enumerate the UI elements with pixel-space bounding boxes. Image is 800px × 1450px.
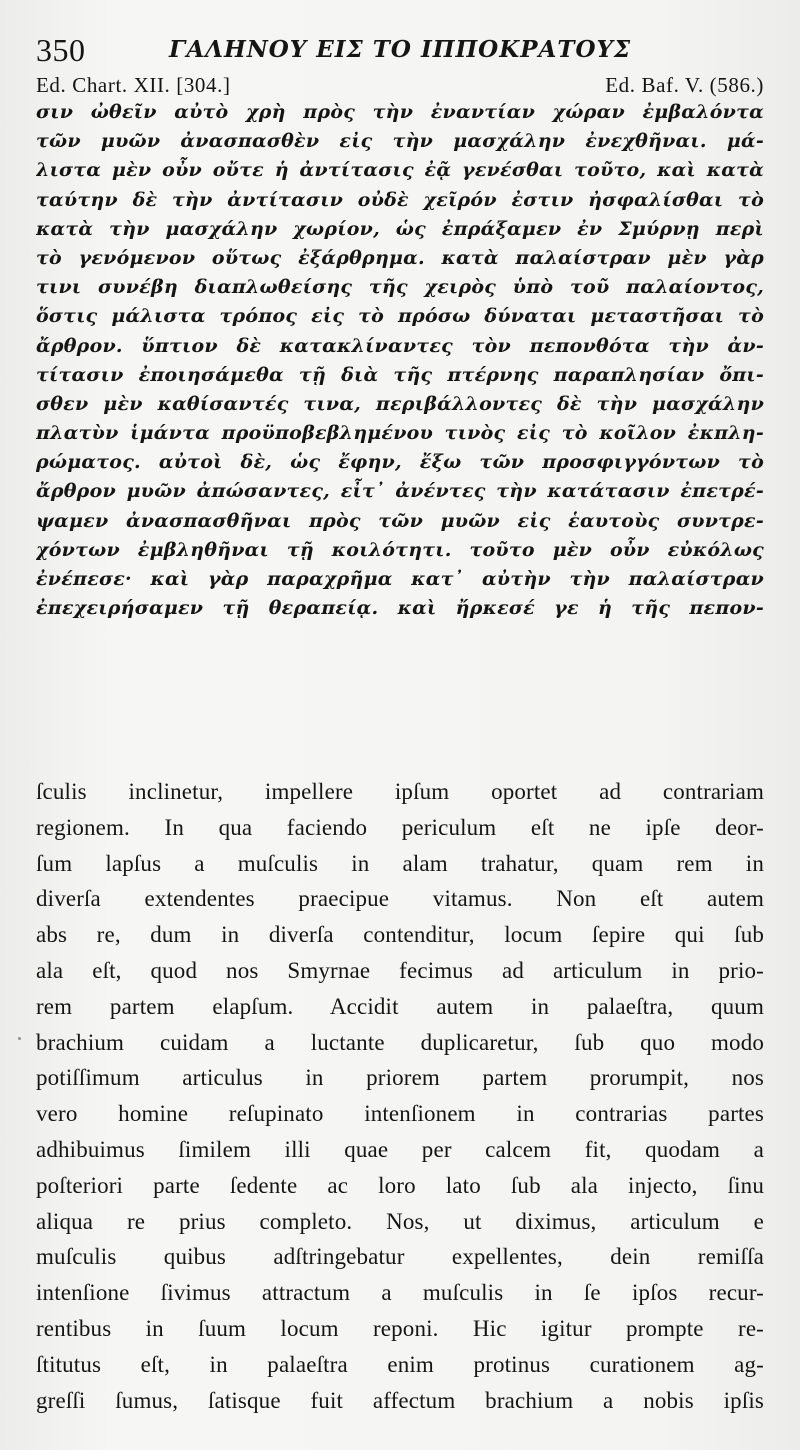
- greek-line: χόντων ἐμβληθῆναι τῇ κοιλότητι. τοῦτο μὲν οὖν εὐκόλως: [36, 538, 764, 561]
- running-head: ΓΑΛΗΝΟΥ ΕΙΣ ΤΟ ΙΠΠΟΚΡΑΤΟΥΣ: [169, 36, 632, 63]
- greek-line: σιν ὠθεῖν αὐτὸ χρὴ πρὸς τὴν ἐναντίαν χώραν ἐμβαλόντα: [36, 101, 764, 123]
- greek-line: ἄρθρον μυῶν ἀπώσαντες, εἶτ᾽ ἀνέντες τὴν κατάτασιν ἐπετρέ-: [36, 480, 764, 503]
- latin-line: ſtitutus eſt, in palaeſtra enim protinus curationem ag-: [36, 1351, 764, 1377]
- edition-reference-line: [36, 70, 764, 100]
- latin-line: muſculis quibus adſtringebatur expellentes, dein remiſſa: [36, 1244, 764, 1270]
- greek-line: ρώματος. αὐτοὶ δὲ, ὡς ἔφην, ἔξω τῶν προσφιγγόντων τὸ: [36, 451, 764, 474]
- greek-line: πλατὺν ἱμάντα προϋποβεβλημένου τινὸς εἰς τὸ κοῖλον ἐκπλη-: [36, 422, 764, 445]
- edition-reference-right: Ed. Baf. V. (586.): [605, 73, 764, 97]
- greek-line: τὸ γενόμενον οὕτως ἐξάρθρημα. κατὰ παλαίστραν μὲν γὰρ: [36, 246, 764, 269]
- greek-line: σθεν μὲν καθίσαντές τινα, περιβάλλοντες δὲ τὴν μασχάλην: [36, 392, 764, 415]
- latin-line: rentibus in ſuum locum reponi. Hic igitur prompte re-: [36, 1315, 764, 1341]
- greek-line: τῶν μυῶν ἀνασπασθὲν εἰς τὴν μασχάλην ἐνεχθῆναι. μά-: [36, 130, 764, 153]
- latin-line: vero homine reſupinato intenſionem in contrarias partes: [36, 1101, 764, 1127]
- latin-line: ala eſt, quod nos Smyrnae fecimus ad articulum in prio-: [36, 957, 764, 983]
- latin-line: brachium cuidam a luctante duplicaretur, ſub quo modo: [36, 1029, 764, 1055]
- greek-line: ταύτην δὲ τὴν ἀντίτασιν οὐδὲ χεῖρόν ἐστιν ἠσφαλίσθαι τὸ: [36, 188, 764, 211]
- greek-line: τινι συνέβη διαπλωθείσης τῆς χειρὸς ὑπὸ τοῦ παλαίοντος,: [36, 276, 764, 299]
- latin-line: poſteriori parte ſedente ac loro lato ſub ala injecto, ſinu: [36, 1172, 764, 1198]
- latin-line: aliqua re prius completo. Nos, ut diximus, articulum e: [36, 1208, 764, 1234]
- latin-line: ſum lapſus a muſculis in alam trahatur, quam rem in: [36, 850, 764, 876]
- page-number: 350: [36, 32, 86, 68]
- latin-line: diverſa extendentes praecipue vitamus. Non eſt autem: [36, 886, 764, 912]
- latin-line: ſculis inclinetur, impellere ipſum oportet ad contrariam: [36, 779, 764, 804]
- greek-line: ὅστις μάλιστα τρόπος εἰς τὸ πρόσω δύναται μεταστῆσαι τὸ: [36, 305, 764, 328]
- latin-line: adhibuimus ſimilem illi quae per calcem fit, quodam a: [36, 1136, 764, 1162]
- greek-text-block: [36, 98, 764, 623]
- greek-line: λιστα μὲν οὖν οὔτε ἡ ἀντίτασις ἐᾷ γενέσθαι τοῦτο, καὶ κατὰ: [36, 159, 764, 182]
- edition-reference-left: Ed. Chart. XII. [304.]: [36, 73, 231, 97]
- latin-line: regionem. In qua faciendo periculum eſt ne ipſe deor-: [36, 814, 764, 840]
- latin-line: greſſi ſumus, ſatisque fuit affectum brachium a nobis ipſis: [36, 1387, 764, 1413]
- print-speck: [18, 1037, 21, 1040]
- latin-line: abs re, dum in diverſa contenditur, locum ſepire qui ſub: [36, 922, 764, 948]
- latin-line: rem partem elapſum. Accidit autem in palaeſtra, quum: [36, 993, 764, 1019]
- greek-line: ἐνέπεσε· καὶ γὰρ παραχρῆμα κατ᾽ αὐτὴν τὴν παλαίστραν: [36, 568, 764, 590]
- greek-line: ἐπεχειρήσαμεν τῇ θεραπείᾳ. καὶ ἤρκεσέ γε ἡ τῆς πεπον-: [36, 597, 764, 620]
- latin-text-block: [36, 774, 764, 1418]
- greek-line: τίτασιν ἐποιησάμεθα τῇ διὰ τῆς πτέρνης παραπλησίαν ὄπι-: [36, 363, 764, 386]
- greek-line: ψαμεν ἀνασπασθῆναι πρὸς τῶν μυῶν εἰς ἑαυτοὺς συντρε-: [36, 509, 764, 532]
- greek-line: κατὰ τὴν μασχάλην χωρίον, ὡς ἐπράξαμεν ἐν Σμύρνῃ περὶ: [36, 217, 764, 240]
- page-header: [36, 30, 764, 70]
- latin-line: intenſione ſivimus attractum a muſculis in ſe ipſos recur-: [36, 1280, 764, 1306]
- greek-line: ἄρθρον. ὕπτιον δὲ κατακλίναντες τὸν πεπονθότα τὴν ἀν-: [36, 334, 764, 357]
- latin-line: potiſſimum articulus in priorem partem prorumpit, nos: [36, 1065, 764, 1091]
